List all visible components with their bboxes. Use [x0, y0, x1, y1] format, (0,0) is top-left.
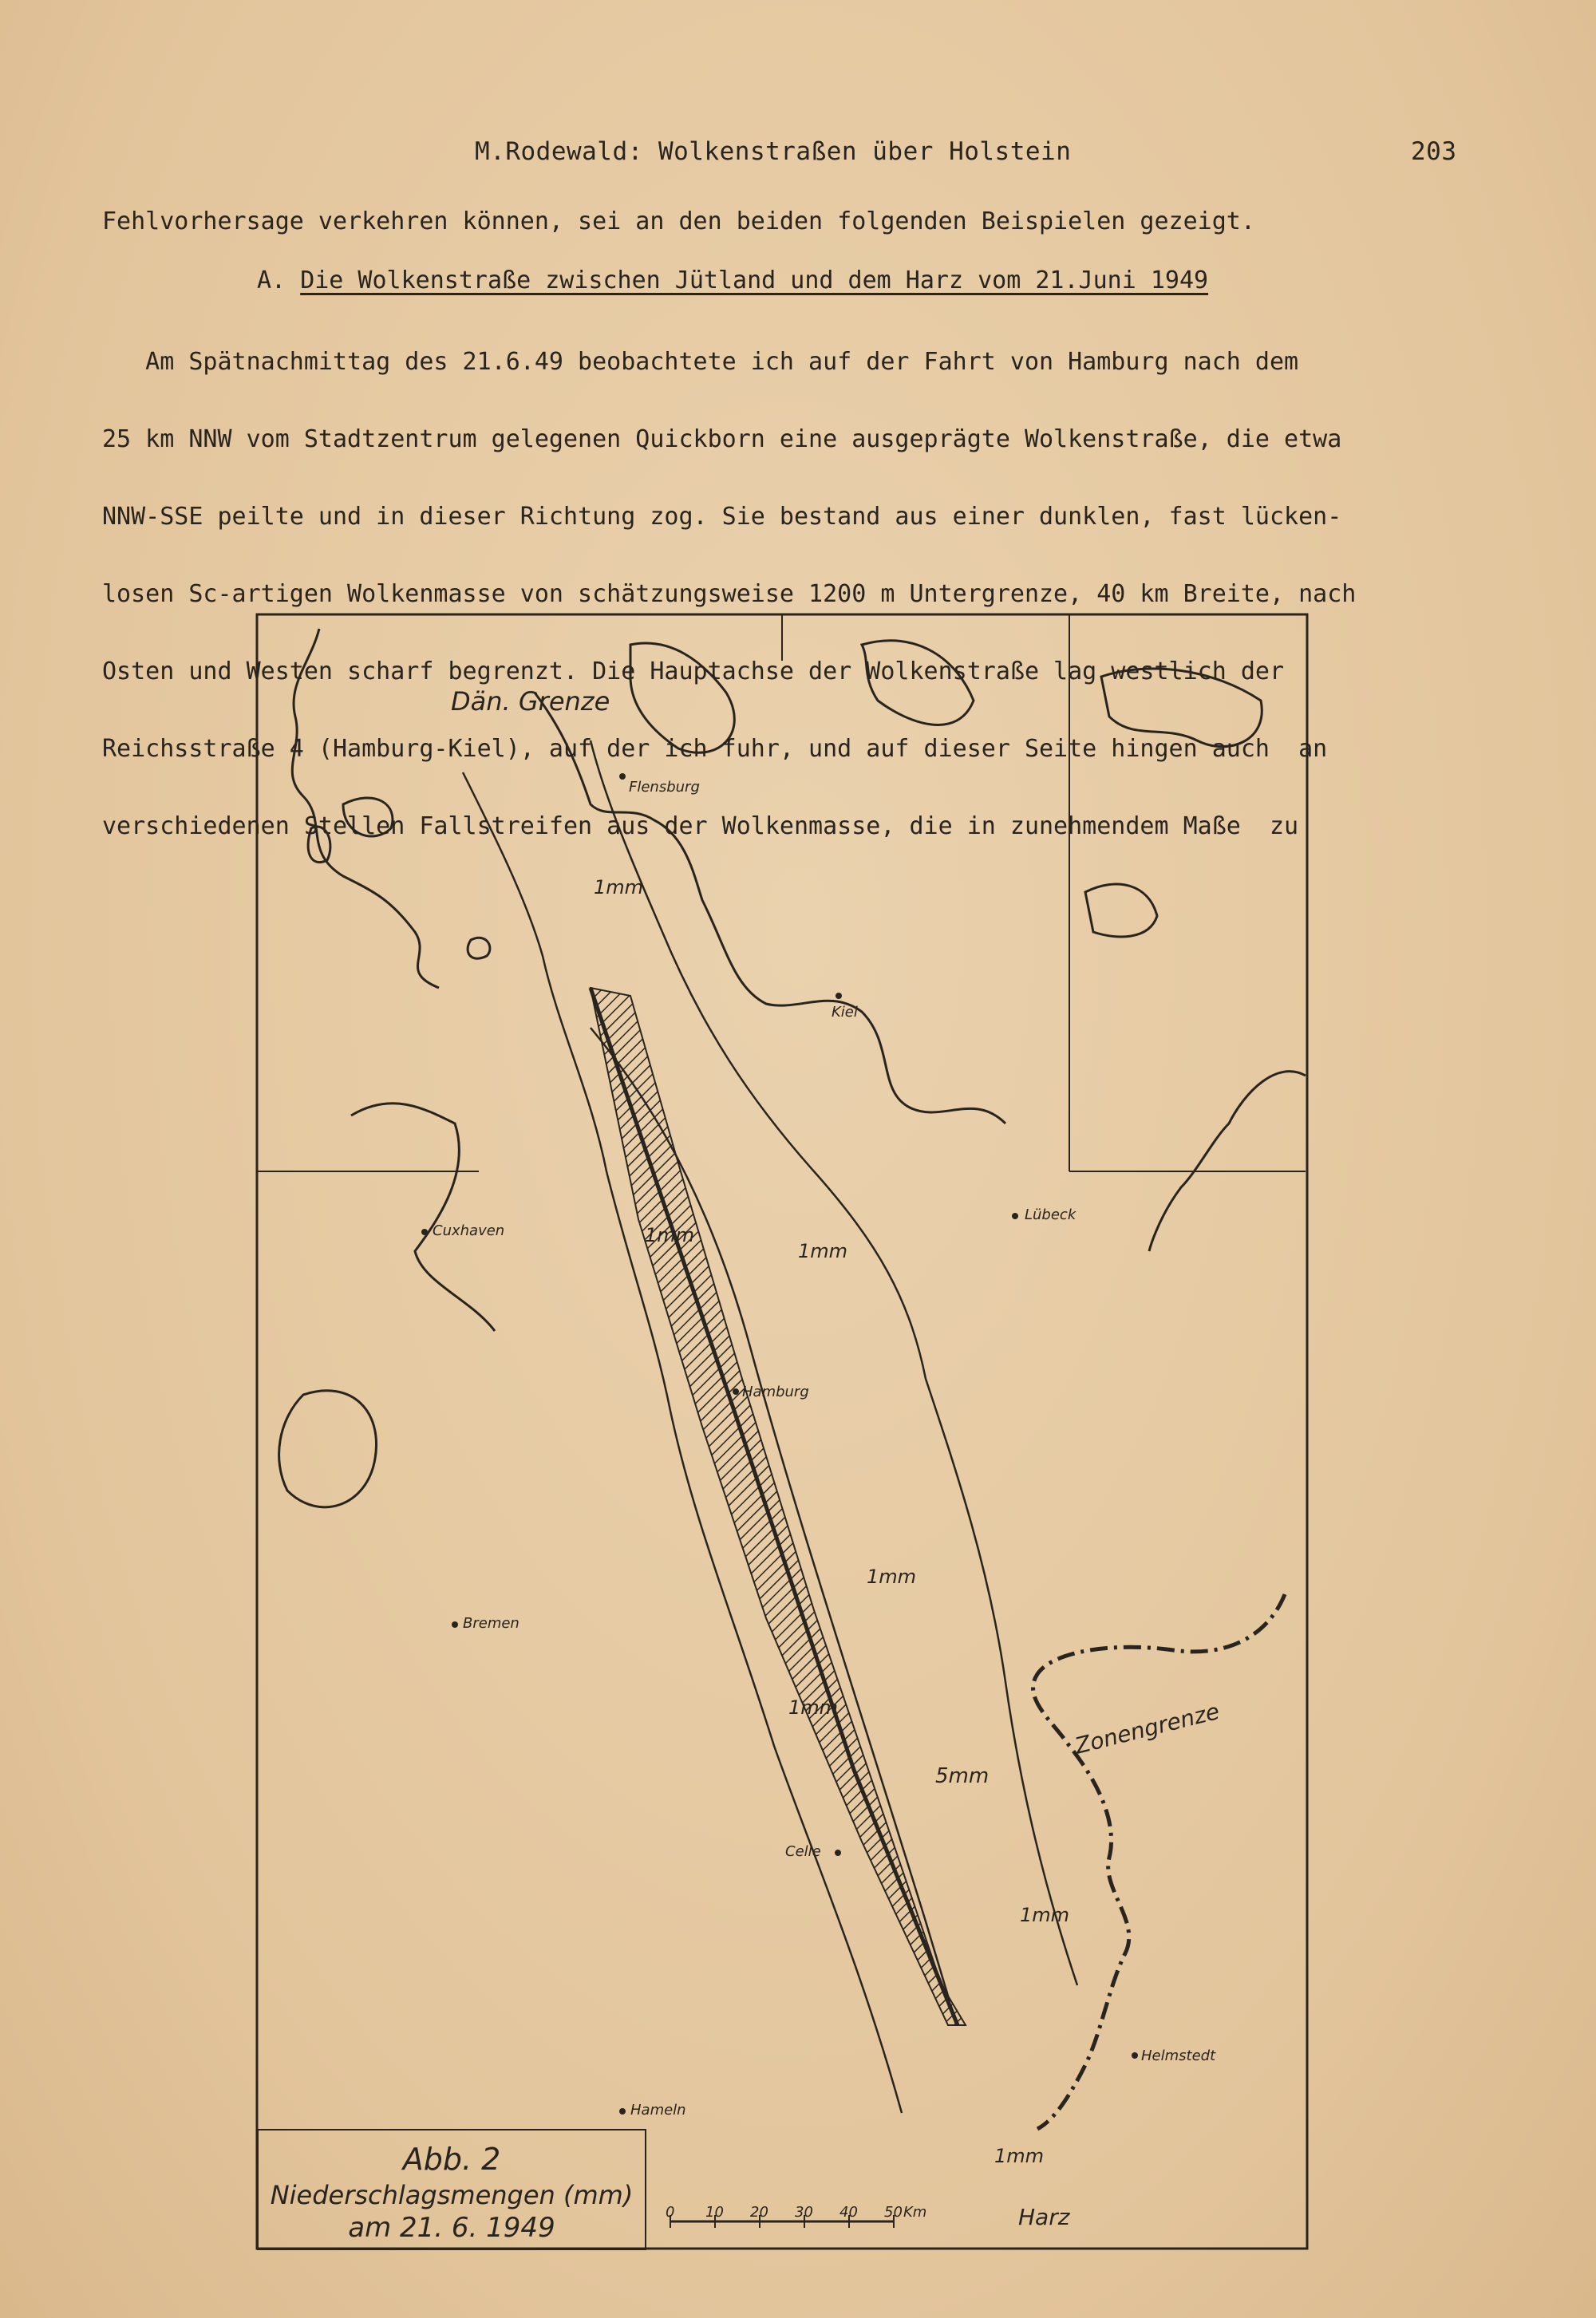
isohyet-label-1mm: 1mm: [994, 2145, 1045, 2167]
running-head: [0, 137, 1596, 169]
marker-helmstedt: [1132, 2052, 1138, 2059]
legend-caption: Niederschlagsmengen (mm): [270, 2180, 634, 2210]
label-luebeck: Lübeck: [1025, 1206, 1077, 1223]
marker-cuxhaven: [421, 1229, 428, 1235]
section-heading-text: Die Wolkenstraße zwischen Jütland und dem Harz vom 21.Juni 1949: [300, 267, 1209, 294]
isohyet-label-1mm: 1mm: [594, 876, 644, 898]
page-number: 203: [1411, 137, 1457, 166]
map-svg: [255, 613, 1309, 2250]
coast-mecklenburg: [1149, 1072, 1306, 1251]
label-harz: Harz: [1018, 2204, 1070, 2230]
coastlines: [279, 629, 1306, 1507]
island-pellworm: [468, 938, 490, 958]
island-lolland: [1101, 669, 1262, 747]
scale-label: 20: [750, 2204, 768, 2221]
marker-kiel: [836, 993, 842, 999]
precipitation-map: [255, 613, 1309, 2250]
legend-figure: Abb. 2: [402, 2142, 501, 2177]
running-head-title: M.Rodewald: Wolkenstraßen über Holstein: [475, 137, 1072, 166]
label-hamburg: Hamburg: [742, 1384, 809, 1400]
scale-unit: Km: [903, 2204, 927, 2221]
isohyet-1mm-east: [591, 740, 1077, 1985]
paragraph-line: Am Spätnachmittag des 21.6.49 beobachtete ich auf der Fahrt von Hamburg nach dem: [102, 347, 1299, 376]
label-cuxhaven: Cuxhaven: [433, 1222, 505, 1239]
label-daen-grenze: Dän. Grenze: [451, 686, 610, 717]
island-foehr: [343, 798, 393, 836]
isohyet-label-1mm: 1mm: [798, 1240, 848, 1262]
map-legend: [257, 2129, 646, 2250]
scale-label: 30: [795, 2204, 813, 2221]
marker-hameln: [619, 2108, 626, 2115]
marker-luebeck: [1012, 1213, 1018, 1219]
marker-flensburg: [619, 773, 626, 780]
scale-label: 0: [666, 2204, 675, 2221]
map-frame: [257, 614, 1307, 2249]
scale-bar: [666, 2204, 926, 2228]
intro-line: Fehlvorhersage verkehren können, sei an den beiden folgenden Beispielen gezeigt.: [102, 207, 1255, 235]
label-celle: Celle: [785, 1843, 821, 1860]
jadebusen: [279, 1391, 377, 1507]
paragraph-line: Reichsstraße 4 (Hamburg-Kiel), auf der ich fuhr, und auf dieser Seite hingen auch an: [102, 734, 1328, 763]
marker-celle: [835, 1850, 841, 1856]
paragraph-line: losen Sc-artigen Wolkenmasse von schätzungsweise 1200 m Untergrenze, 40 km Breite, nach: [102, 579, 1357, 608]
scale-label: 50: [884, 2204, 903, 2221]
marker-hamburg: [733, 1388, 739, 1395]
paragraph-line: NNW-SSE peilte und in dieser Richtung zog. Sie bestand aus einer dunklen, fast lücken-: [102, 502, 1342, 531]
isohyet-label-5mm: 5mm: [935, 1764, 990, 1788]
label-bremen: Bremen: [463, 1615, 519, 1632]
island-alsen: [630, 643, 734, 752]
paragraph-line: verschiedenen Stellen Fallstreifen aus der Wolkenmasse, die in zunehmendem Maße zu: [102, 811, 1299, 840]
west-coast-holstein: [351, 1104, 495, 1331]
legend-date: am 21. 6. 1949: [348, 2212, 555, 2244]
west-coast-jutland: [292, 629, 439, 988]
section-heading: [257, 267, 1208, 294]
isohyet-label-1mm: 1mm: [1020, 1904, 1070, 1926]
isohyet-label-1mm: 1mm: [788, 1696, 839, 1719]
label-hameln: Hameln: [630, 2102, 686, 2119]
isohyet-label-1mm: 1mm: [867, 1566, 917, 1588]
marker-bremen: [452, 1621, 458, 1628]
isohyets: [463, 740, 1077, 2113]
label-kiel: Kiel: [832, 1004, 858, 1021]
label-zonengrenze: Zonengrenze: [1072, 1697, 1223, 1759]
island-aero: [862, 641, 974, 725]
island-fehmarn: [1085, 884, 1157, 937]
isohyet-label-1mm: 1mm: [645, 1224, 695, 1246]
section-prefix: A.: [257, 267, 286, 294]
label-helmstedt: Helmstedt: [1141, 2048, 1216, 2064]
isohyet-1mm-west: [463, 772, 902, 2113]
paragraph-line: Osten und Westen scharf begrenzt. Die Hauptachse der Wolkenstraße lag westlich der: [102, 657, 1285, 685]
scale-label: 10: [705, 2204, 724, 2221]
label-flensburg: Flensburg: [629, 779, 700, 796]
paragraph-line: 25 km NNW vom Stadtzentrum gelegenen Quickborn eine ausgeprägte Wolkenstraße, die etwa: [102, 425, 1342, 453]
scale-label: 40: [839, 2204, 858, 2221]
